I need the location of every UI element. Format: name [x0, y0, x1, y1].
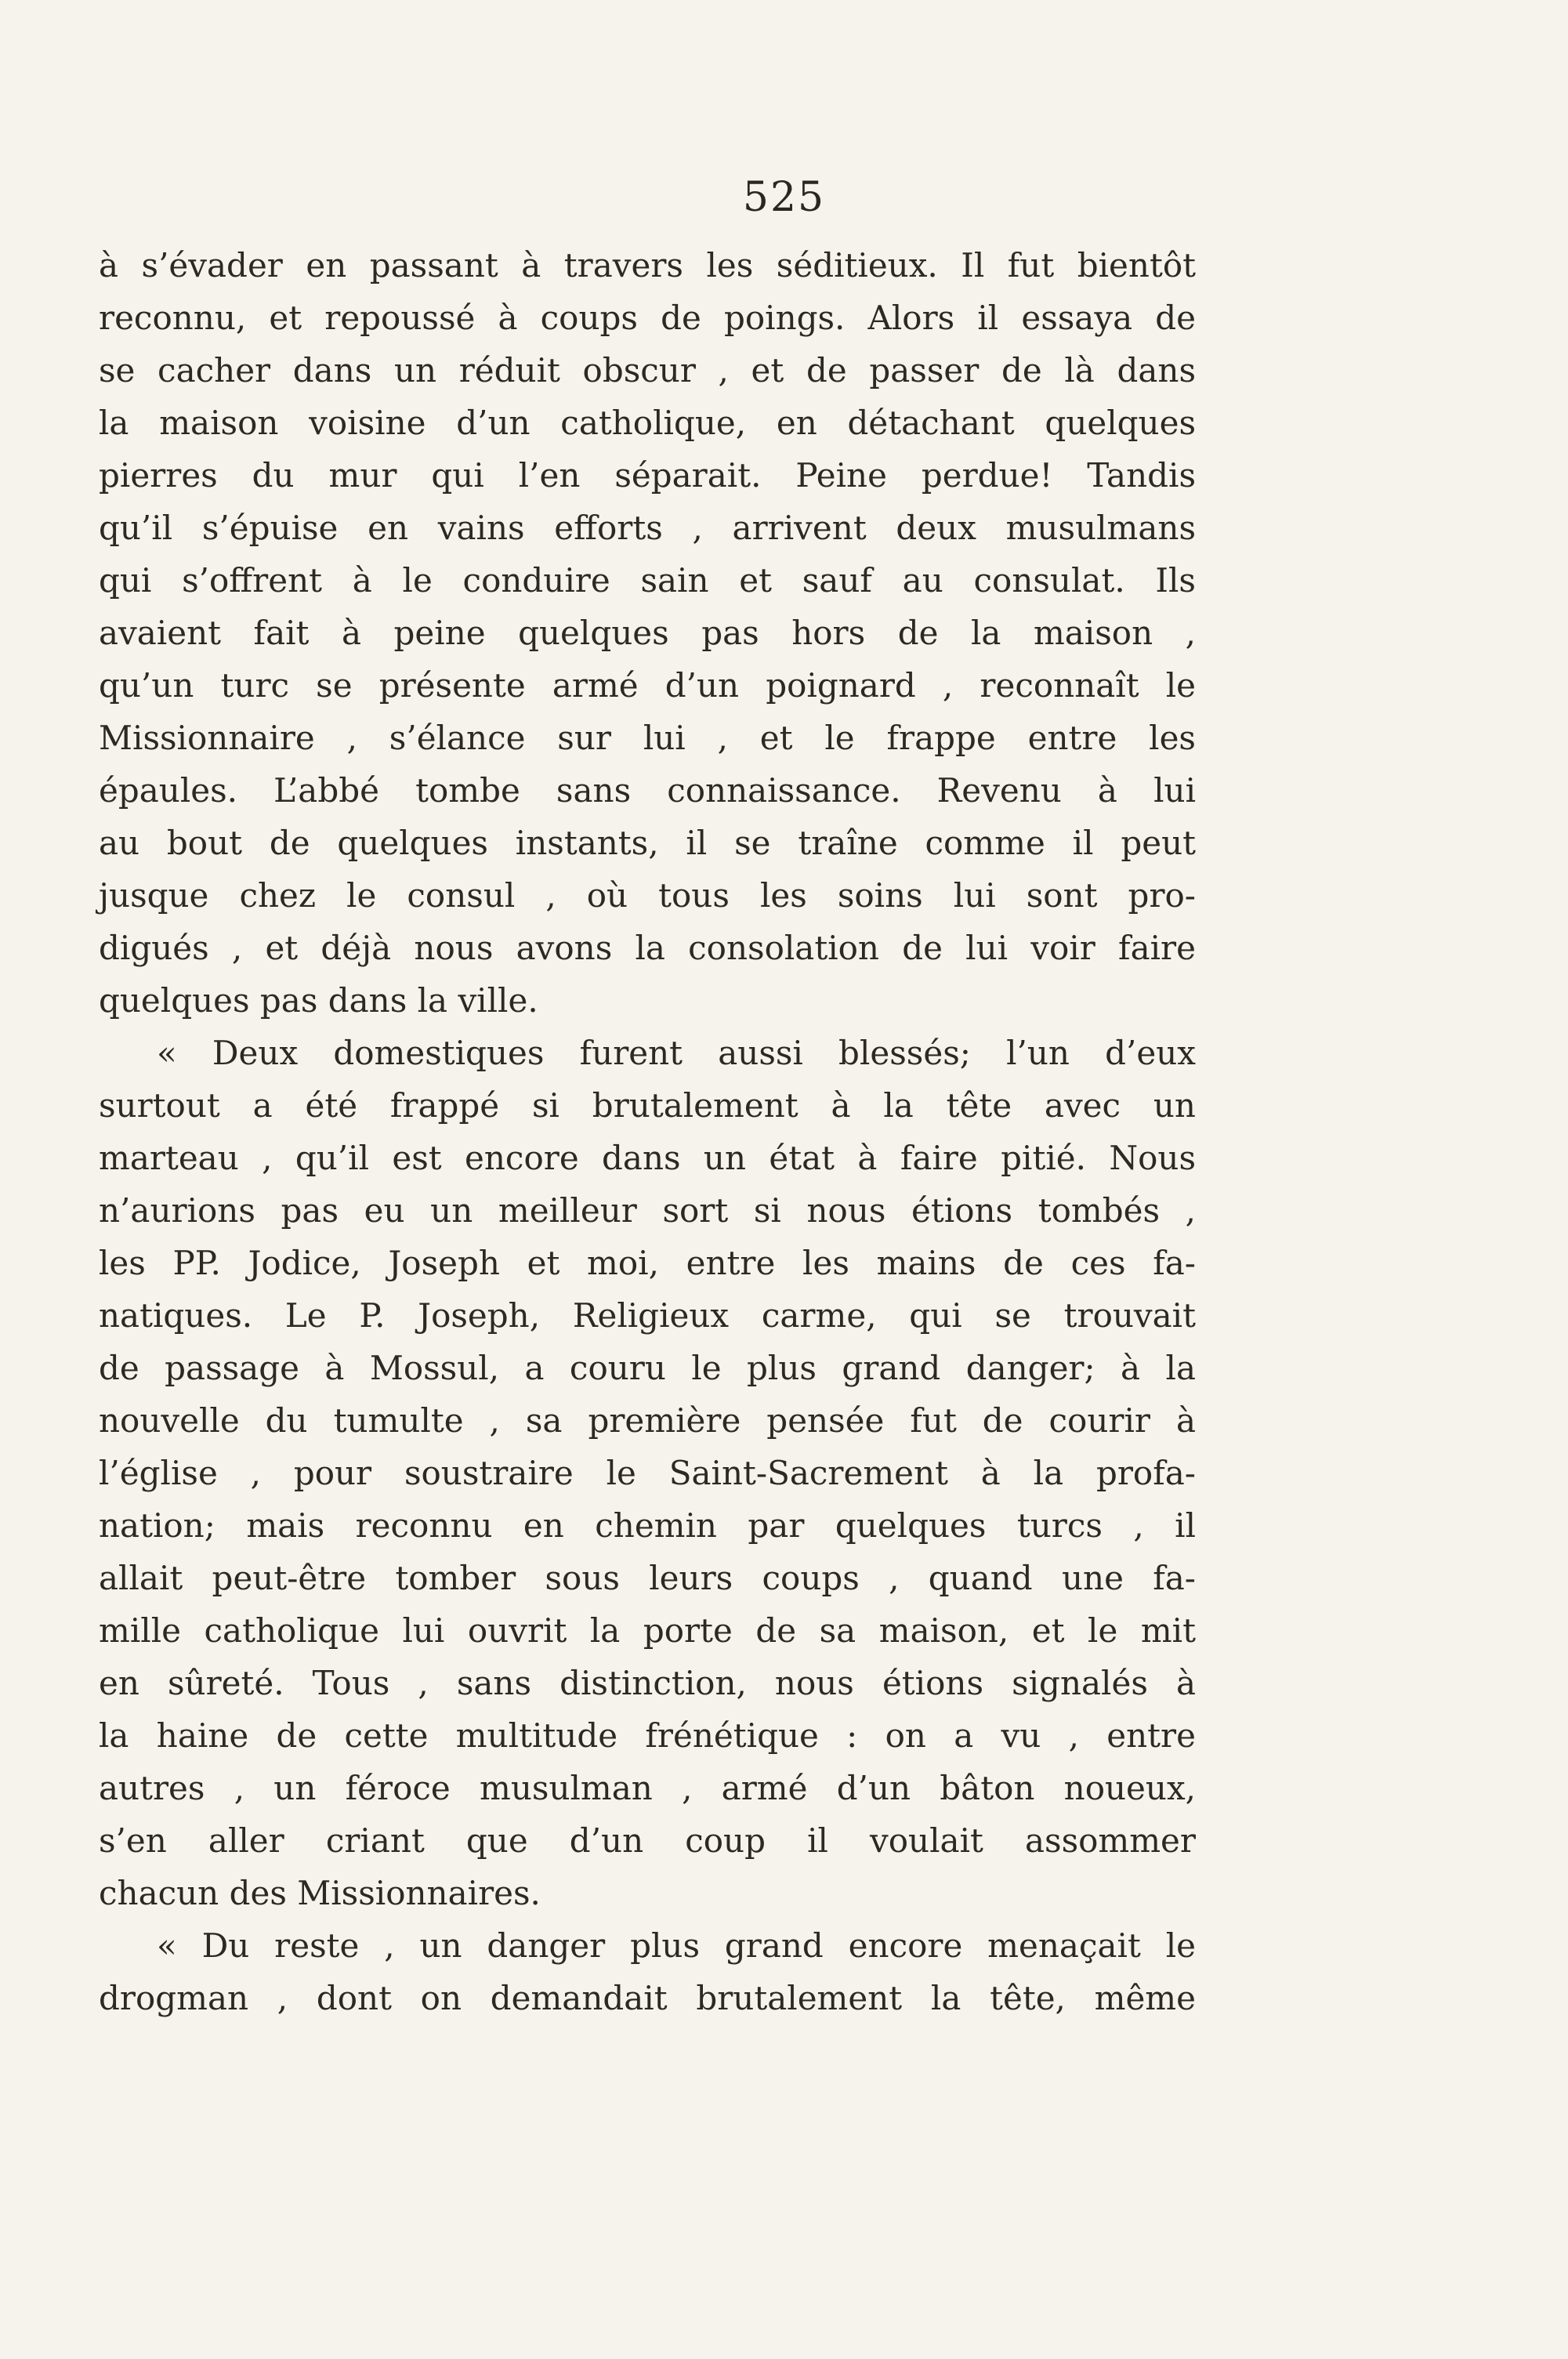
text-line: reconnu, et repoussé à coups de poings. Alors il essaya de	[99, 299, 1196, 337]
text-line: mille catholique lui ouvrit la porte de sa maison, et le mit	[99, 1611, 1196, 1650]
text-line: nation; mais reconnu en chemin par quelques turcs , il	[99, 1506, 1196, 1545]
text-line: de passage à Mossul, a couru le plus grand danger; à la	[99, 1349, 1196, 1387]
text-line: l’église , pour soustraire le Saint-Sacrement à la profa-	[99, 1454, 1196, 1492]
text-line: pierres du mur qui l’en séparait. Peine perdue! Tandis	[99, 456, 1196, 495]
text-line: marteau , qu’il est encore dans un état à faire pitié. Nous	[99, 1139, 1196, 1177]
text-line: en sûreté. Tous , sans distinction, nous étions signalés à	[99, 1664, 1196, 1702]
text-line: à s’évader en passant à travers les séditieux. Il fut bientôt	[99, 246, 1196, 284]
text-line: « Deux domestiques furent aussi blessés; l’un d’eux	[157, 1034, 1196, 1072]
text-line: drogman , dont on demandait brutalement la tête, même	[99, 1979, 1196, 2017]
text-line: épaules. L’abbé tombe sans connaissance. Revenu à lui	[99, 771, 1196, 810]
text-line: Missionnaire , s’élance sur lui , et le frappe entre les	[99, 719, 1196, 757]
text-line: jusque chez le consul , où tous les soins lui sont pro-	[99, 876, 1196, 915]
text-line: quelques pas dans la ville.	[99, 981, 538, 1020]
text-line: qu’un turc se présente armé d’un poignard , reconnaît le	[99, 666, 1196, 705]
text-line: qu’il s’épuise en vains efforts , arrivent deux musulmans	[99, 509, 1196, 547]
text-line: s’en aller criant que d’un coup il voulait assommer	[99, 1821, 1196, 1860]
text-line: n’aurions pas eu un meilleur sort si nous étions tombés ,	[99, 1191, 1196, 1230]
text-line: la haine de cette multitude frénétique : on a vu , entre	[99, 1716, 1196, 1755]
text-line: allait peut-être tomber sous leurs coups , quand une fa-	[99, 1559, 1196, 1597]
text-line: digués , et déjà nous avons la consolation de lui voir faire	[99, 929, 1196, 967]
text-line: se cacher dans un réduit obscur , et de passer de là dans	[99, 351, 1196, 390]
body-text	[99, 239, 1196, 2024]
text-line: avaient fait à peine quelques pas hors de la maison ,	[99, 614, 1196, 652]
text-line: « Du reste , un danger plus grand encore menaçait le	[157, 1926, 1196, 1965]
text-line: qui s’offrent à le conduire sain et sauf au consulat. Ils	[99, 561, 1196, 600]
page-number: 525	[742, 174, 826, 221]
text-line: chacun des Missionnaires.	[99, 1874, 541, 1912]
text-line: au bout de quelques instants, il se traîne comme il peut	[99, 824, 1196, 862]
text-line: natiques. Le P. Joseph, Religieux carme, qui se trouvait	[99, 1296, 1196, 1335]
text-line: les PP. Jodice, Joseph et moi, entre les mains de ces fa-	[99, 1244, 1196, 1282]
text-line: surtout a été frappé si brutalement à la tête avec un	[99, 1086, 1196, 1125]
text-line: la maison voisine d’un catholique, en détachant quelques	[99, 404, 1196, 442]
text-line: nouvelle du tumulte , sa première pensée fut de courir à	[99, 1401, 1196, 1440]
text-line: autres , un féroce musulman , armé d’un bâton noueux,	[99, 1769, 1196, 1807]
